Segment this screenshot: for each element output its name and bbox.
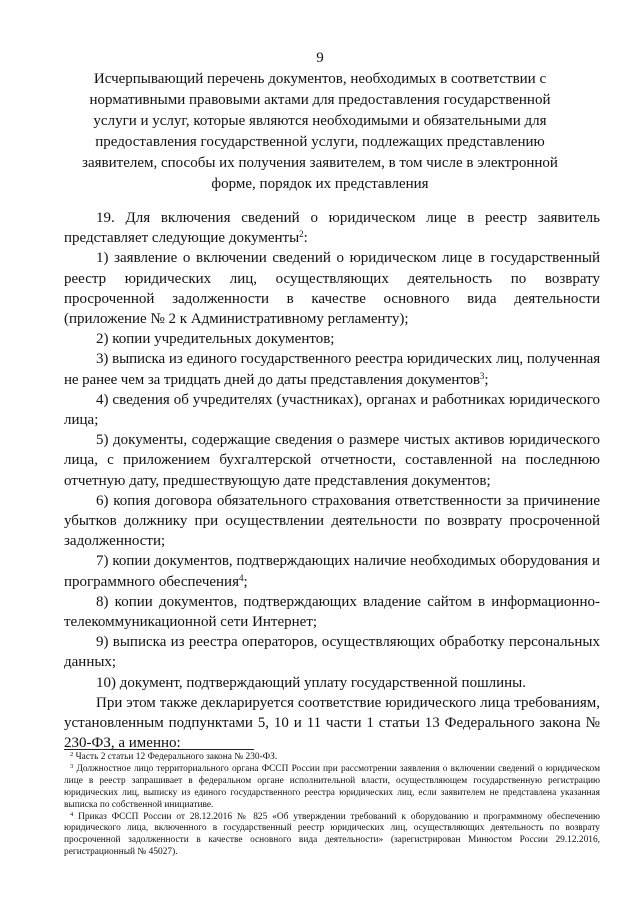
list-item-7: 7) копии документов, подтверждающих наличие необходимых оборудования и программного обеспечения$^4$; [64,553,600,590]
footnote-text: Приказ ФССП России от 28.12.2016 № 825 «Об утверждении требований к оборудованию и программному обеспечению юридического лица, включенного в государственный реестр юридических лиц, осуществляющих деятельность по возврату просроченной задолженности в качестве основного вида деятельности» (зарегистрирован Минюстом России 29.12.2016, регистрационный № 45027). [64,811,600,858]
footnote [64,752,600,764]
list-item-2: 2) копии учредительных документов; [96,331,335,348]
footnote-text: Должностное лицо территориального органа ФССП России при рассмотрении заявления о включении сведений о юридическом лице в реестр запрашивает в федеральном органе исполнительной власти, осуществляющем государственную регистрацию юридических лиц, выписку из единого государственного реестра юридических лиц, если заявителем не представлена указанная выписка по собственной инициативе. [64,763,600,810]
document-body [64,208,600,753]
footnote-mark: 3 [70,762,74,770]
list-item-8: 8) копии документов, подтверждающих владение сайтом в информационно-телекоммуникационной сети Интернет; [64,593,600,631]
footnote-mark: 2 [70,751,74,758]
list-item-10: 10) документ, подтверждающий уплату государственной пошлины. [96,674,526,691]
footnote-text: Часть 2 статьи 12 Федерального закона № 230-ФЗ. [75,752,278,762]
list-item-4: 4) сведения об учредителях (участниках), органах и работниках юридического лица; [64,391,600,429]
page-number: 9 [316,50,324,66]
footnote [64,812,600,860]
footnote [64,764,600,812]
list-item-1: 1) заявление о включении сведений о юридическом лице в государственный реестр юридических лиц, осуществляющих деятельность по возврату просроченной задолженности в качестве основного вида деятельности (приложение № 2 к Административному регламенту); [64,250,600,328]
list-item-3: 3) выписка из единого государственного реестра юридических лиц, полученная не ранее чем за тридцать дней до даты представления документов$^3$; [64,351,600,388]
list-item-6: 6) копия договора обязательного страхования ответственности за причинение убытков должнику при осуществлении деятельности по возврату просроченной задолженности; [64,492,600,550]
footnote-ref-2: 2 [299,229,304,240]
list-item-5: 5) документы, содержащие сведения о размере чистых активов юридического лица, с приложением бухгалтерской отчетности, составленной на последнюю отчетную дату, предшествующую дате представления документов; [64,432,600,489]
list-item-9: 9) выписка из реестра операторов, осуществляющих обработку персональных данных; [64,634,600,671]
closing-paragraph: При этом также декларируется соответствие юридического лица требованиям, установленным подпунктами 5, 10 и 11 части 1 статьи 13 Федерального закона № 230-ФЗ, а именно: [64,694,600,752]
footnote-divider [64,749,254,750]
footnote-mark: 4 [70,810,74,818]
footnotes [64,752,600,859]
section-heading: Исчерпывающий перечень документов, необходимых в соответствии с нормативными правовыми актами для предоставления государственной услуги и услуг, которые являются необходимыми и обязательными для предоставления государственной услуги, подлежащих представлению заявителем, способы их получения заявителем, в том числе в электронной форме, порядок их представления [82,71,558,192]
footnote-ref-3: 3 [479,370,485,381]
footnote-ref-4: 4 [238,572,244,583]
paragraph-19: 19. Для включения сведений о юридическом лице в реестр заявитель представляет следующие документы$^2$: [64,210,600,247]
